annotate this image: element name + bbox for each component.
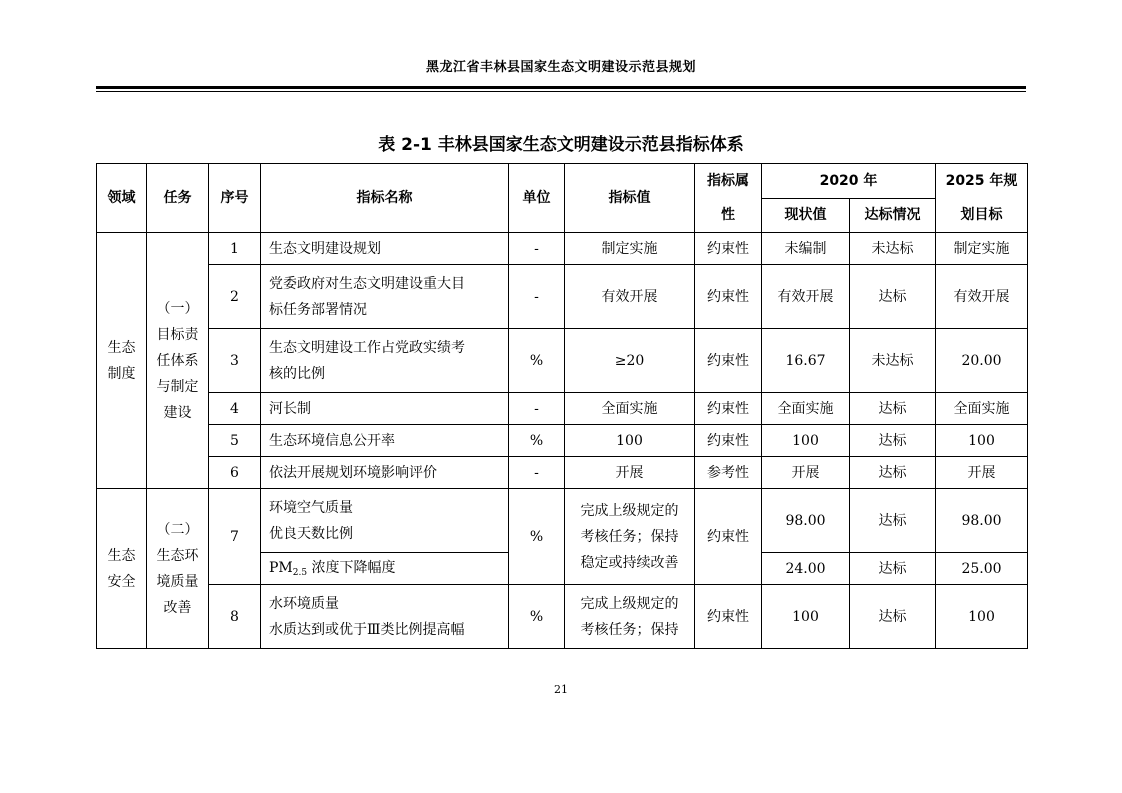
target-cell: 20.00 <box>936 329 1028 393</box>
indicator-name-cell: 河长制 <box>261 393 509 425</box>
attribute-cell: 约束性 <box>695 265 762 329</box>
table-row <box>97 585 1028 649</box>
task-cell: （一） 目标责 任体系 与制定 建设 <box>147 233 209 489</box>
current-cell: 100 <box>762 585 850 649</box>
table-row <box>97 393 1028 425</box>
attribute-cell: 约束性 <box>695 425 762 457</box>
indicator-name-cell: 环境空气质量 优良天数比例 <box>261 489 509 553</box>
unit-cell: - <box>509 457 565 489</box>
current-cell: 未编制 <box>762 233 850 265</box>
attribute-cell: 参考性 <box>695 457 762 489</box>
table-row <box>97 489 1028 553</box>
seq-cell: 6 <box>209 457 261 489</box>
indicator-name-cell: $PM_{2.5}$ 浓度下降幅度 <box>261 553 509 585</box>
col-header-current: 现状值 <box>762 198 850 233</box>
status-cell: 未达标 <box>850 233 936 265</box>
header-rule-thick <box>96 86 1026 89</box>
seq-cell: 8 <box>209 585 261 649</box>
value-cell: 开展 <box>565 457 695 489</box>
target-cell: 25.00 <box>936 553 1028 585</box>
domain-cell: 生态 安全 <box>97 489 147 649</box>
unit-cell: % <box>509 585 565 649</box>
value-cell: ≥20 <box>565 329 695 393</box>
unit-cell: % <box>509 425 565 457</box>
unit-cell: - <box>509 233 565 265</box>
unit-cell: - <box>509 265 565 329</box>
value-cell: 完成上级规定的 考核任务；保持 稳定或持续改善 <box>565 489 695 585</box>
current-cell: 24.00 <box>762 553 850 585</box>
target-cell: 制定实施 <box>936 233 1028 265</box>
attribute-cell: 约束性 <box>695 585 762 649</box>
current-cell: 全面实施 <box>762 393 850 425</box>
status-cell: 达标 <box>850 265 936 329</box>
current-cell: 100 <box>762 425 850 457</box>
current-cell: 16.67 <box>762 329 850 393</box>
status-cell: 达标 <box>850 585 936 649</box>
target-cell: 100 <box>936 425 1028 457</box>
status-cell: 达标 <box>850 425 936 457</box>
table-title: 表 2-1 丰林县国家生态文明建设示范县指标体系 <box>378 135 744 155</box>
status-cell: 达标 <box>850 457 936 489</box>
seq-cell: 3 <box>209 329 261 393</box>
target-cell: 100 <box>936 585 1028 649</box>
col-header-value: 指标值 <box>565 164 695 233</box>
col-header-domain: 领域 <box>97 164 147 233</box>
seq-cell: 4 <box>209 393 261 425</box>
col-header-seq: 序号 <box>209 164 261 233</box>
unit-cell: % <box>509 329 565 393</box>
table-row <box>97 425 1028 457</box>
current-cell: 98.00 <box>762 489 850 553</box>
indicator-table <box>96 163 1028 649</box>
page-number: 21 <box>554 683 568 696</box>
target-cell: 有效开展 <box>936 265 1028 329</box>
indicator-name-cell: 党委政府对生态文明建设重大目 标任务部署情况 <box>261 265 509 329</box>
value-cell: 制定实施 <box>565 233 695 265</box>
col-header-2025-target: 2025 年规 划目标 <box>936 164 1028 233</box>
table-header-row <box>97 164 1028 199</box>
indicator-name-cell: 水环境质量 水质达到或优于Ⅲ类比例提高幅 <box>261 585 509 649</box>
table-row <box>97 329 1028 393</box>
table-row <box>97 457 1028 489</box>
attribute-cell: 约束性 <box>695 233 762 265</box>
current-cell: 有效开展 <box>762 265 850 329</box>
status-cell: 未达标 <box>850 329 936 393</box>
value-cell: 100 <box>565 425 695 457</box>
seq-cell: 7 <box>209 489 261 585</box>
seq-cell: 2 <box>209 265 261 329</box>
value-cell: 有效开展 <box>565 265 695 329</box>
table-row <box>97 265 1028 329</box>
table-row <box>97 233 1028 265</box>
indicator-name-cell: 生态环境信息公开率 <box>261 425 509 457</box>
status-cell: 达标 <box>850 489 936 553</box>
unit-cell: - <box>509 393 565 425</box>
col-header-task: 任务 <box>147 164 209 233</box>
header-rule-thin <box>96 91 1026 92</box>
col-header-status: 达标情况 <box>850 198 936 233</box>
indicator-name-cell: 生态文明建设规划 <box>261 233 509 265</box>
col-header-name: 指标名称 <box>261 164 509 233</box>
target-cell: 开展 <box>936 457 1028 489</box>
document-header-title: 黑龙江省丰林县国家生态文明建设示范县规划 <box>425 60 696 75</box>
attribute-cell: 约束性 <box>695 329 762 393</box>
target-cell: 全面实施 <box>936 393 1028 425</box>
col-header-unit: 单位 <box>509 164 565 233</box>
indicator-name-cell: 依法开展规划环境影响评价 <box>261 457 509 489</box>
status-cell: 达标 <box>850 553 936 585</box>
col-header-2020: 2020 年 <box>762 164 936 199</box>
target-cell: 98.00 <box>936 489 1028 553</box>
unit-cell: % <box>509 489 565 585</box>
value-cell: 全面实施 <box>565 393 695 425</box>
value-cell: 完成上级规定的 考核任务；保持 <box>565 585 695 649</box>
domain-cell: 生态 制度 <box>97 233 147 489</box>
indicator-name-cell: 生态文明建设工作占党政实绩考 核的比例 <box>261 329 509 393</box>
attribute-cell: 约束性 <box>695 489 762 585</box>
status-cell: 达标 <box>850 393 936 425</box>
col-header-attribute: 指标属 性 <box>695 164 762 233</box>
seq-cell: 1 <box>209 233 261 265</box>
current-cell: 开展 <box>762 457 850 489</box>
seq-cell: 5 <box>209 425 261 457</box>
attribute-cell: 约束性 <box>695 393 762 425</box>
task-cell: （二） 生态环 境质量 改善 <box>147 489 209 649</box>
